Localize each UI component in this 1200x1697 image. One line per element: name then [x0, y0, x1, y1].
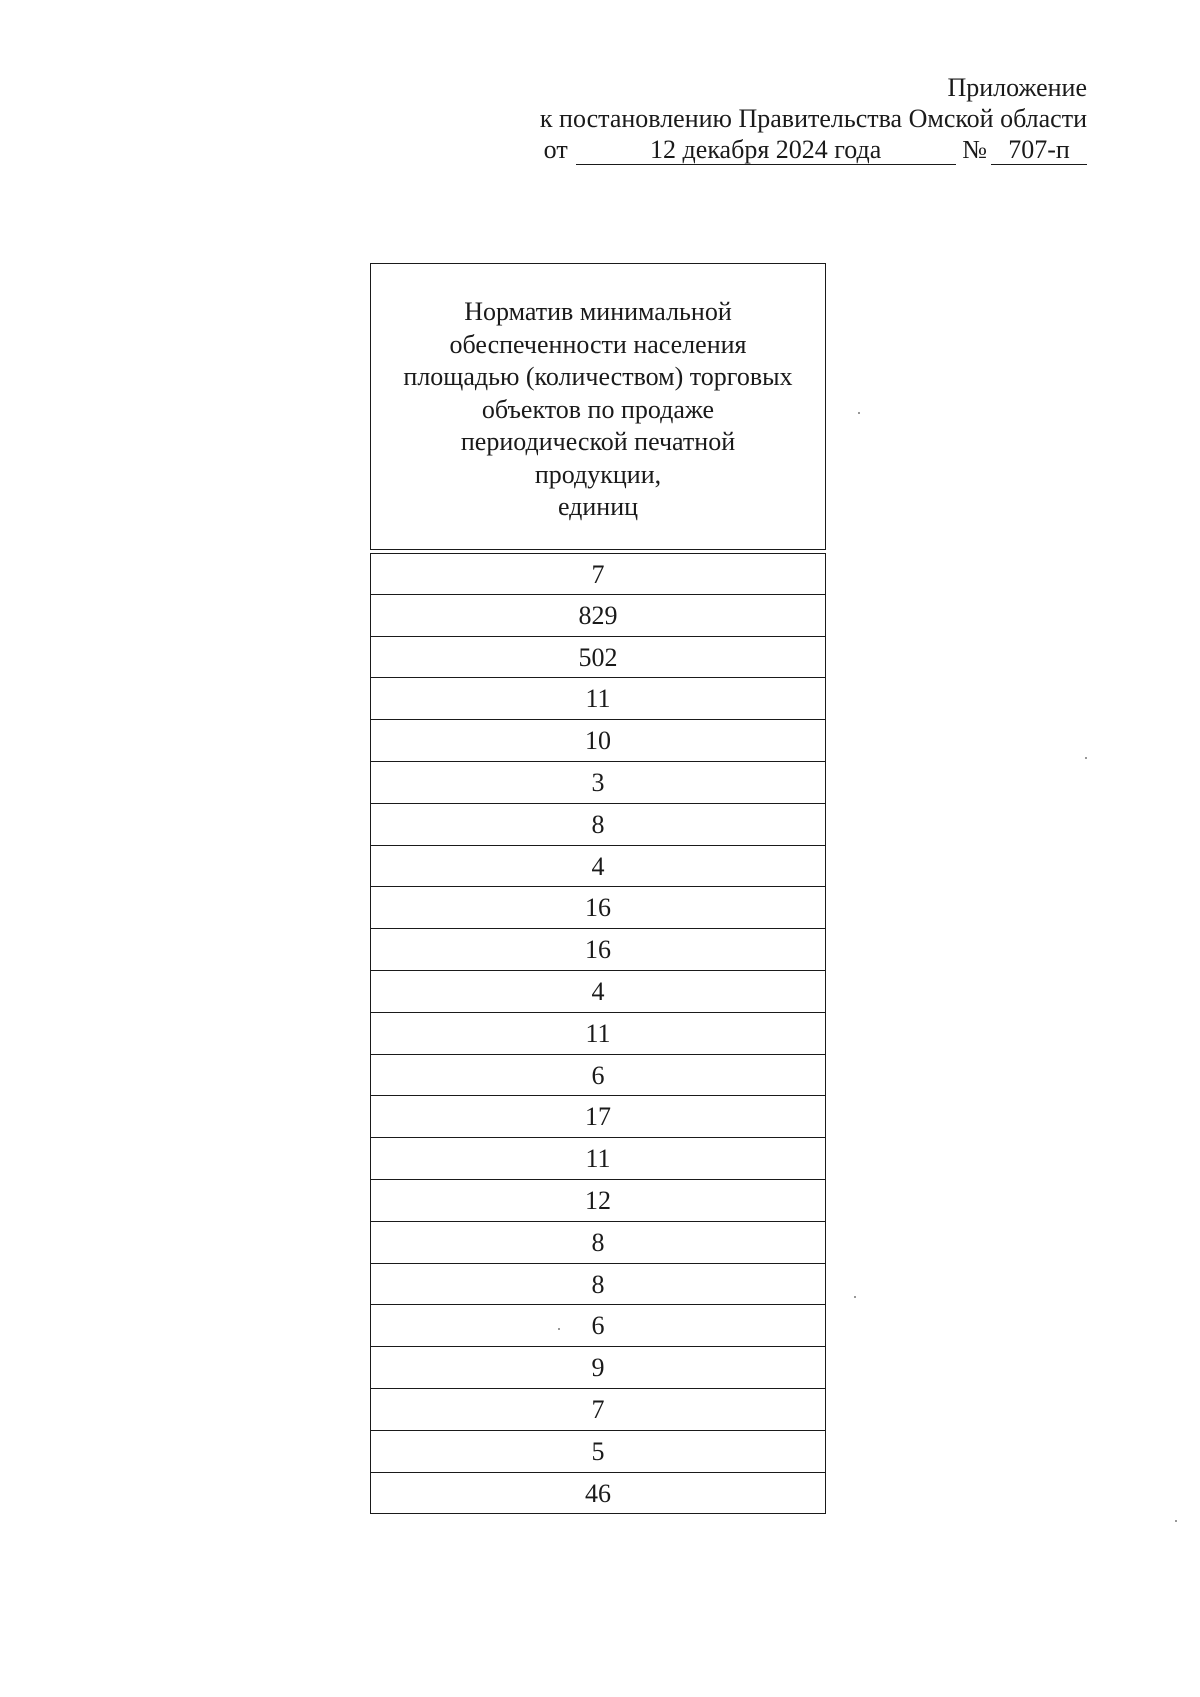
table-row: 829 — [370, 595, 826, 637]
appendix-header — [540, 72, 1087, 165]
resolution-number: 707-п — [991, 136, 1087, 165]
table-row: 502 — [370, 637, 826, 679]
table-row: 46 — [370, 1473, 826, 1515]
table-row: 11 — [370, 1013, 826, 1055]
scan-speck — [854, 1296, 856, 1298]
norms-table — [370, 263, 826, 1514]
table-row: 4 — [370, 846, 826, 888]
table-row: 6 — [370, 1305, 826, 1347]
table-row: 17 — [370, 1096, 826, 1138]
scan-speck — [1175, 1520, 1177, 1522]
table-column-header — [370, 263, 826, 550]
table-row: 5 — [370, 1431, 826, 1473]
scan-speck — [558, 1328, 560, 1330]
table-row: 8 — [370, 1222, 826, 1264]
table-row: 16 — [370, 887, 826, 929]
table-row: 3 — [370, 762, 826, 804]
resolution-date: 12 декабря 2024 года — [576, 136, 956, 165]
table-row: 6 — [370, 1055, 826, 1097]
table-row: 11 — [370, 678, 826, 720]
appendix-title: Приложение — [947, 73, 1087, 102]
table-row: 9 — [370, 1347, 826, 1389]
table-row: 12 — [370, 1180, 826, 1222]
column-header-text: Норматив минимальной обеспеченности населения площадью (количеством) торговых объектов по продаже периодической печатной продукции, единиц — [403, 297, 793, 521]
resolution-date-line — [540, 134, 1087, 165]
scan-speck — [858, 412, 860, 414]
table-row: 4 — [370, 971, 826, 1013]
number-label: № — [962, 135, 987, 164]
table-row: 8 — [370, 1264, 826, 1306]
table-row: 16 — [370, 929, 826, 971]
table-row: 7 — [370, 1389, 826, 1431]
from-label: от — [543, 135, 568, 164]
scan-speck — [1085, 757, 1087, 759]
table-row: 8 — [370, 804, 826, 846]
table-row: 10 — [370, 720, 826, 762]
resolution-reference: к постановлению Правительства Омской области — [539, 104, 1087, 133]
table-row: 7 — [370, 553, 826, 595]
table-row: 11 — [370, 1138, 826, 1180]
table-body — [370, 553, 826, 1514]
